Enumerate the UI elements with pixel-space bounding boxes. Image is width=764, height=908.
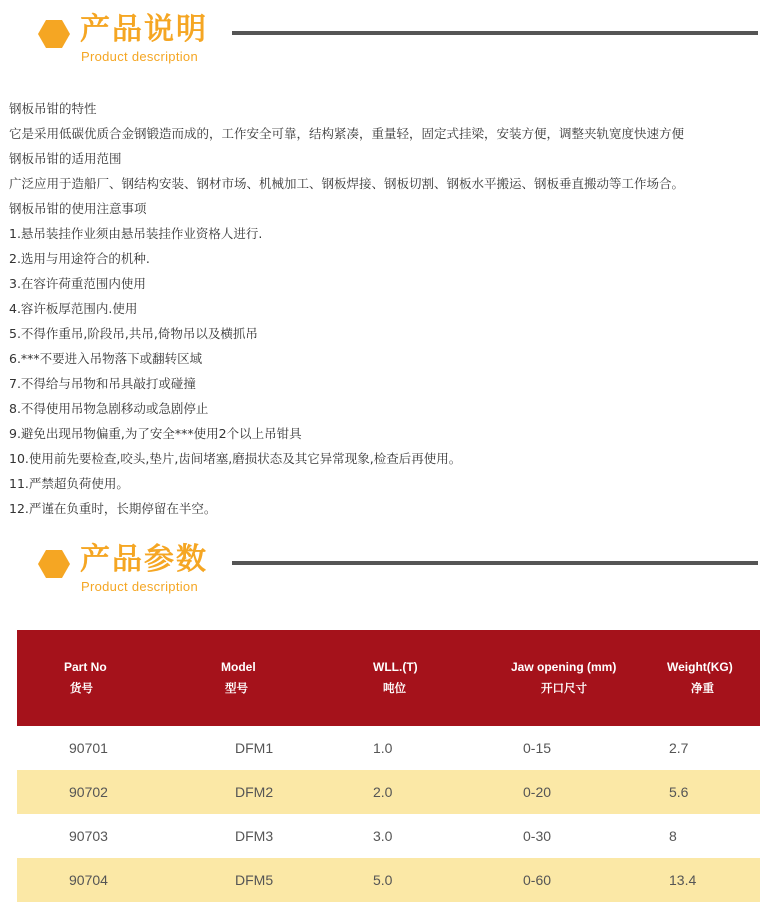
cell-part-no: 90704: [69, 872, 108, 888]
cell-model: DFM2: [235, 784, 274, 800]
table-header-row: [17, 630, 760, 726]
table-row: [17, 770, 760, 814]
description-line: 5.不得作重吊,阶段吊,共吊,倚物吊以及横抓吊: [9, 326, 258, 341]
section-divider: [232, 31, 758, 35]
cell-jaw-opening: 0-15: [523, 740, 552, 756]
table-row: [17, 726, 760, 770]
header-weight: [641, 630, 760, 726]
section-header-parameters: [0, 530, 764, 594]
cell-part-no: 90701: [69, 740, 108, 756]
description-line: 7.不得给与吊物和吊具敲打或碰撞: [9, 376, 196, 391]
header-cn: 吨位: [383, 681, 406, 695]
description-line: 12.严谨在负重时，长期停留在半空。: [9, 501, 217, 516]
cell-part-no: 90702: [69, 784, 108, 800]
section-divider: [232, 561, 758, 565]
cell-weight: 5.6: [669, 784, 689, 800]
table-row: [17, 814, 760, 858]
header-en: Weight(KG): [667, 660, 733, 674]
cell-part-no: 90703: [69, 828, 108, 844]
description-text: [9, 96, 764, 521]
section-subtitle: Product description: [81, 49, 198, 64]
header-en: Model: [221, 660, 256, 674]
section-title: 产品参数: [80, 542, 208, 577]
header-jaw-opening: [488, 630, 641, 726]
cell-model: DFM1: [235, 740, 274, 756]
cell-weight: 13.4: [669, 872, 697, 888]
cell-weight: 2.7: [669, 740, 689, 756]
hexagon-icon: [38, 550, 70, 578]
description-line: 2.选用与用途符合的机种.: [9, 251, 150, 266]
cell-wll: 2.0: [373, 784, 393, 800]
description-line: 钢板吊钳的使用注意事项: [9, 201, 147, 216]
cell-weight: 8: [669, 828, 677, 844]
header-wll: [348, 630, 488, 726]
section-subtitle: Product description: [81, 579, 198, 594]
header-part-no: [17, 630, 193, 726]
header-cn: 净重: [691, 681, 714, 695]
cell-model: DFM3: [235, 828, 274, 844]
section-title: 产品说明: [80, 12, 208, 47]
cell-wll: 3.0: [373, 828, 393, 844]
description-line: 8.不得使用吊物急剧移动或急剧停止: [9, 401, 209, 416]
header-model: [193, 630, 348, 726]
description-line: 广泛应用于造船厂、钢结构安装、钢材市场、机械加工、钢板焊接、钢板切割、钢板水平搬运、钢板垂直搬动等工作场合。: [9, 176, 685, 191]
header-en: WLL.(T): [373, 660, 418, 674]
hexagon-icon: [38, 20, 70, 48]
header-en: Jaw opening (mm): [511, 660, 617, 674]
section-header-description: [0, 0, 764, 64]
description-line: 9.避免出现吊物偏重,为了安全***使用2个以上吊钳具: [9, 426, 302, 441]
description-line: 钢板吊钳的适用范围: [9, 151, 122, 166]
cell-model: DFM5: [235, 872, 274, 888]
description-line: 3.在容许荷重范围内使用: [9, 276, 146, 291]
cell-jaw-opening: 0-60: [523, 872, 552, 888]
spec-table: [17, 630, 760, 902]
cell-wll: 1.0: [373, 740, 393, 756]
cell-jaw-opening: 0-30: [523, 828, 552, 844]
cell-jaw-opening: 0-20: [523, 784, 552, 800]
description-line: 1.悬吊装挂作业须由悬吊装挂作业资格人进行.: [9, 226, 263, 241]
table-row: [17, 858, 760, 902]
description-line: 11.严禁超负荷使用。: [9, 476, 129, 491]
header-cn: 开口尺寸: [541, 681, 587, 695]
description-line: 钢板吊钳的特性: [9, 101, 97, 116]
description-line: 它是采用低碳优质合金钢锻造而成的，工作安全可靠，结构紧凑，重量轻，固定式挂梁，安装方便，调整夹轨宽度快速方便: [9, 126, 685, 141]
description-line: 4.容许板厚范围内.使用: [9, 301, 138, 316]
description-line: 6.***不要进入吊物落下或翻转区域: [9, 351, 203, 366]
header-cn: 型号: [225, 681, 248, 695]
cell-wll: 5.0: [373, 872, 393, 888]
header-cn: 货号: [70, 681, 93, 695]
description-line: 10.使用前先要检查,咬头,垫片,齿间堵塞,磨损状态及其它异常现象,检查后再使用。: [9, 451, 462, 466]
header-en: Part No: [64, 660, 107, 674]
